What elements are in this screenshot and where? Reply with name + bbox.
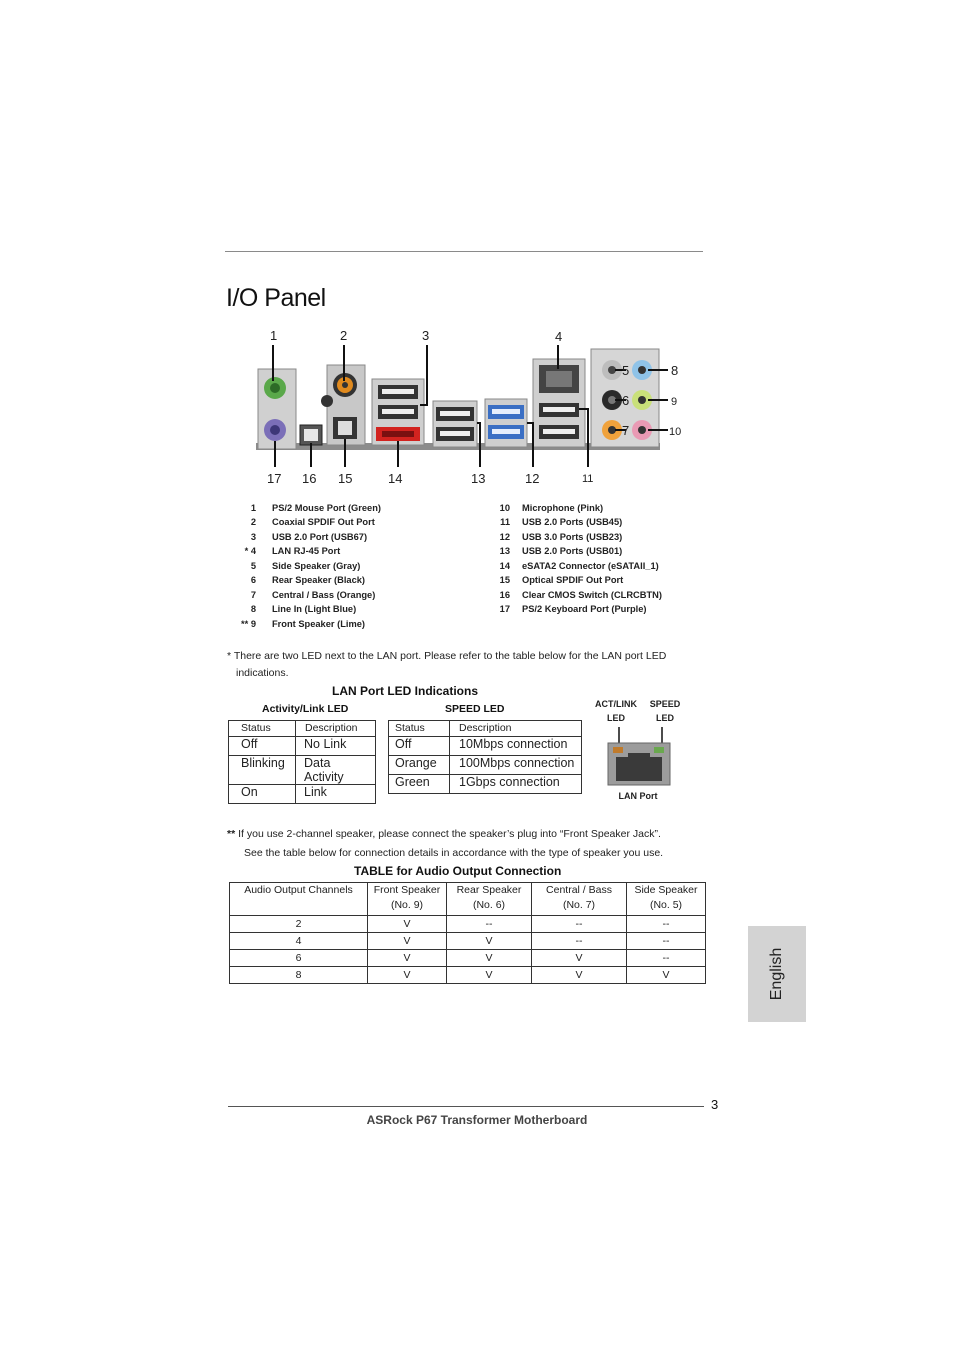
bottom-rule: [228, 1106, 704, 1107]
table-row: On Link: [229, 785, 376, 804]
speed-table-title: SPEED LED: [445, 703, 505, 715]
lan-port-caption: LAN Port: [618, 791, 658, 801]
callout-9: 9: [671, 396, 678, 408]
callout-17: 17: [267, 471, 282, 486]
audio-output-table: [229, 882, 706, 984]
table-header: Description: [450, 721, 582, 737]
lan-note-line2: indications.: [236, 667, 289, 679]
callout-11: 11: [582, 473, 594, 485]
table-header-row: Audio Output Channels Front Speaker (No. 9) Rear Speaker (No. 6) Central / Bass (No. 7) Side Speaker (No. 5): [230, 883, 706, 916]
table-header: Status: [389, 721, 450, 737]
callout-7: 7: [622, 423, 630, 438]
speaker-note-line1: If you use 2-channel speaker, please connect the speaker’s plug into “Front Speaker Jack”.: [235, 828, 661, 840]
footer-title: ASRock P67 Transformer Motherboard: [366, 1113, 588, 1127]
speed-led-label: SPEED LED: [649, 699, 681, 723]
table-row: Orange 100Mbps connection: [389, 756, 582, 775]
table-row: 8 V V V V: [230, 967, 706, 984]
activity-led-table: [228, 720, 376, 804]
table-header: Status: [229, 721, 296, 737]
callout-4: 4: [555, 329, 563, 344]
lan-section-title: LAN Port LED Indications: [332, 684, 479, 698]
lan-note-line1: * There are two LED next to the LAN port. Please refer to the table below for the LAN port LED: [227, 650, 667, 662]
page-number: 3: [711, 1097, 719, 1112]
callout-10: 10: [669, 426, 682, 438]
table-row: 2 V -- -- --: [230, 916, 706, 933]
io-panel-diagram: [230, 325, 700, 490]
callout-1: 1: [270, 328, 278, 343]
callout-15: 15: [338, 471, 353, 486]
table-row: Off 10Mbps connection: [389, 737, 582, 756]
callout-13: 13: [471, 471, 486, 486]
note-mark: **: [227, 828, 236, 840]
table-row: Off No Link: [229, 737, 376, 756]
lan-jack-icon: [604, 727, 672, 787]
speed-led-table: [388, 720, 582, 794]
language-tab-label: English: [768, 947, 785, 1001]
callout-16: 16: [302, 471, 317, 486]
language-tab: [748, 926, 806, 1022]
ps2-ports: [258, 369, 296, 449]
callout-8: 8: [671, 363, 679, 378]
table-row: Blinking Data Activity: [229, 756, 376, 785]
callout-2: 2: [340, 328, 348, 343]
callout-5: 5: [622, 363, 630, 378]
callout-12: 12: [525, 471, 540, 486]
table-row: 4 V V -- --: [230, 933, 706, 950]
page-title: I/O Panel: [226, 284, 326, 312]
speaker-note-line2: See the table below for connection details in accordance with the type of speaker you use.: [244, 847, 664, 859]
activity-table-title: Activity/Link LED: [262, 703, 349, 715]
lan-port-figure: [590, 697, 688, 807]
speaker-note: [227, 826, 707, 862]
callout-14: 14: [388, 471, 403, 486]
top-rule: [225, 251, 703, 252]
audio-table-title: TABLE for Audio Output Connection: [354, 864, 562, 878]
table-row: 6 V V V --: [230, 950, 706, 967]
callout-3: 3: [422, 328, 430, 343]
callout-6: 6: [622, 393, 630, 408]
table-row: Green 1Gbps connection: [389, 775, 582, 794]
act-link-led-label: ACT/LINK LED: [595, 699, 637, 723]
lan-note: [227, 648, 707, 682]
table-header: Description: [296, 721, 376, 737]
